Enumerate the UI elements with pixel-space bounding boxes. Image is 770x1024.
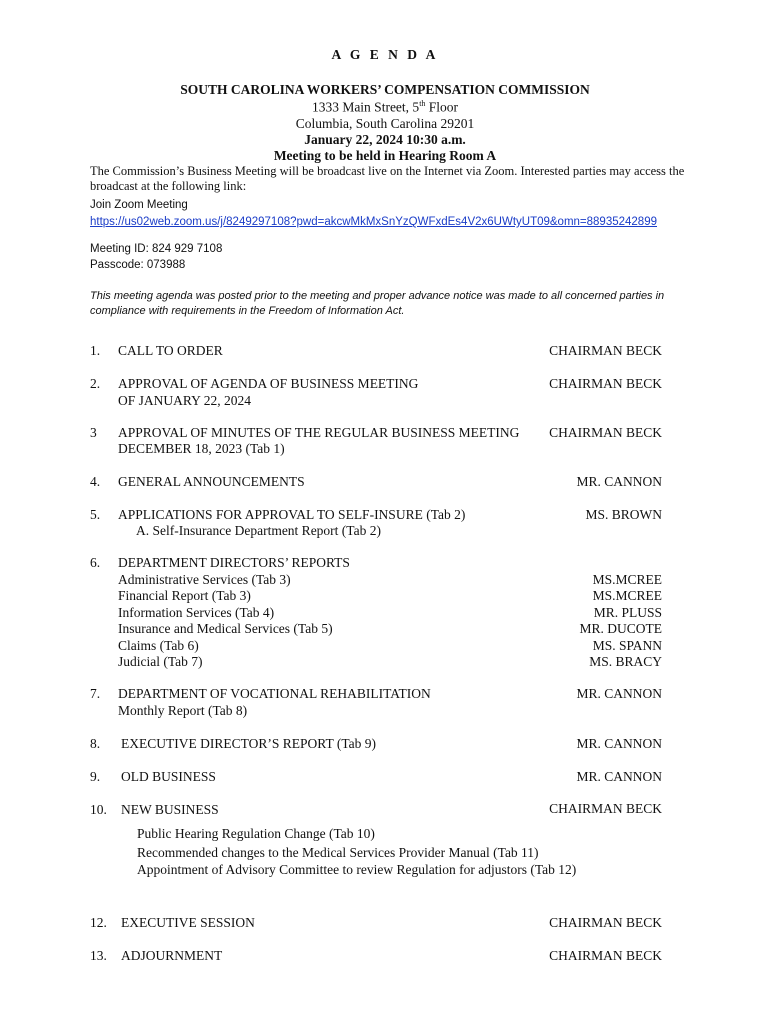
item-title: OLD BUSINESS: [121, 769, 216, 784]
item-title-line2: DECEMBER 18, 2023 (Tab 1): [118, 441, 285, 456]
item-title-line2: Monthly Report (Tab 8): [118, 703, 248, 718]
item-number: 8.: [90, 736, 101, 751]
item-presenter: MR. CANNON: [576, 474, 662, 489]
report-presenter: MS.MCREE: [592, 588, 662, 603]
report-presenter: MS.MCREE: [592, 572, 662, 587]
item-number: 5.: [90, 507, 101, 522]
item-title: CALL TO ORDER: [118, 343, 223, 358]
address-city: Columbia, South Carolina 29201: [295, 116, 475, 131]
item-number: 6.: [90, 555, 101, 570]
agenda-title: A G E N D A: [331, 47, 439, 62]
item-presenter: MR. CANNON: [576, 686, 662, 701]
broadcast-notice: The Commission’s Business Meeting will be broadcast live on the Internet via Zoom. Interested parties may access the broadcast at the following link:: [90, 164, 685, 193]
report-label: Insurance and Medical Services (Tab 5): [118, 621, 333, 636]
meeting-date: January 22, 2024 10:30 a.m.: [304, 132, 466, 147]
new-business-subitem: Recommended changes to the Medical Services Provider Manual (Tab 11): [137, 845, 539, 860]
report-label: Judicial (Tab 7): [118, 654, 203, 669]
new-business-subitem: Public Hearing Regulation Change (Tab 10): [137, 826, 375, 841]
item-title: DEPARTMENT DIRECTORS’ REPORTS: [118, 555, 350, 570]
item-number: 1.: [90, 343, 101, 358]
report-label: Administrative Services (Tab 3): [118, 572, 291, 587]
zoom-link[interactable]: https://us02web.zoom.us/j/8249297108?pwd=akcwMkMxSnYzQWFxdEs4V2x6UWtyUT09&omn=88935242899: [90, 216, 657, 228]
address-street: [0, 99, 770, 116]
item-presenter: MR. CANNON: [576, 736, 662, 751]
item-number: 9.: [90, 769, 101, 784]
item-presenter: CHAIRMAN BECK: [549, 948, 662, 963]
foia-notice: This meeting agenda was posted prior to the meeting and proper advance notice was made to all concerned parties in compliance with requirements in the Freedom of Information Act.: [90, 290, 665, 317]
item-number: 7.: [90, 686, 101, 701]
item-title: APPLICATIONS FOR APPROVAL TO SELF-INSURE (Tab 2): [118, 507, 466, 522]
item-presenter: CHAIRMAN BECK: [549, 425, 662, 440]
report-presenter: MR. PLUSS: [593, 605, 662, 620]
address-floor-text: Floor: [425, 99, 459, 115]
item-title: NEW BUSINESS: [121, 802, 219, 817]
item-presenter: CHAIRMAN BECK: [549, 801, 662, 816]
report-presenter: MS. SPANN: [592, 638, 662, 653]
item-number: 13.: [90, 948, 107, 963]
item-presenter: MR. CANNON: [576, 769, 662, 784]
item-title: APPROVAL OF MINUTES OF THE REGULAR BUSINESS MEETING: [118, 425, 520, 440]
report-presenter: MR. DUCOTE: [579, 621, 662, 636]
meeting-id: Meeting ID: 824 929 7108: [90, 243, 223, 255]
report-label: Information Services (Tab 4): [118, 605, 275, 620]
item-title: ADJOURNMENT: [121, 948, 223, 963]
item-presenter: MS. BROWN: [585, 507, 662, 522]
item-number: 3: [90, 425, 97, 440]
item-number: 2.: [90, 376, 101, 391]
report-label: Financial Report (Tab 3): [118, 588, 251, 603]
address-floor-sup: th: [419, 99, 426, 108]
org-name: SOUTH CAROLINA WORKERS’ COMPENSATION COMMISSION: [180, 82, 590, 97]
passcode: Passcode: 073988: [90, 259, 186, 271]
item-title: DEPARTMENT OF VOCATIONAL REHABILITATION: [118, 686, 431, 701]
item-title: EXECUTIVE SESSION: [121, 915, 255, 930]
item-number: 10.: [90, 802, 107, 817]
item-subitem: A. Self-Insurance Department Report (Tab 2): [136, 523, 381, 538]
meeting-location: Meeting to be held in Hearing Room A: [273, 148, 497, 163]
item-title-line2: OF JANUARY 22, 2024: [118, 393, 252, 408]
address-street-text: 1333 Main Street, 5: [311, 99, 420, 115]
item-presenter: CHAIRMAN BECK: [549, 915, 662, 930]
new-business-subitem: Appointment of Advisory Committee to review Regulation for adjustors (Tab 12): [137, 862, 577, 877]
item-title: APPROVAL OF AGENDA OF BUSINESS MEETING: [118, 376, 419, 391]
zoom-label: Join Zoom Meeting: [90, 199, 188, 211]
item-title: GENERAL ANNOUNCEMENTS: [118, 474, 305, 489]
report-presenter: MS. BRACY: [589, 654, 662, 669]
item-number: 12.: [90, 915, 107, 930]
item-presenter: CHAIRMAN BECK: [549, 376, 662, 391]
item-number: 4.: [90, 474, 101, 489]
item-title: EXECUTIVE DIRECTOR’S REPORT (Tab 9): [121, 736, 376, 751]
item-presenter: CHAIRMAN BECK: [549, 343, 662, 358]
report-label: Claims (Tab 6): [118, 638, 199, 653]
